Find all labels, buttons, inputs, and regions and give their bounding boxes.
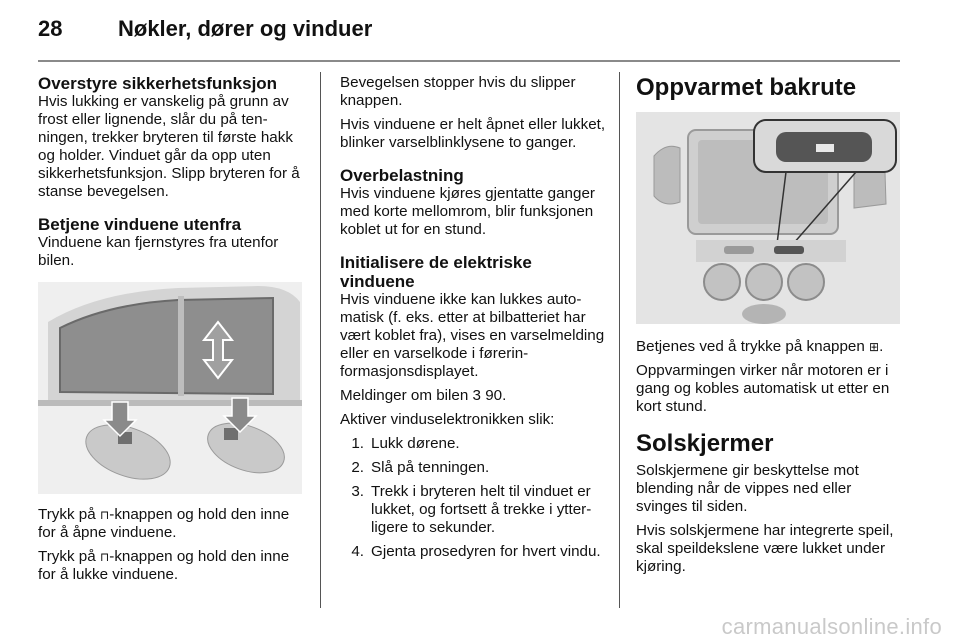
text-heat-auto: Oppvarmingen virker når motoren er i gang og kobles automatisk ut etter en kort stund. xyxy=(636,362,890,415)
heading-init: Initialisere de elektriske vinduene xyxy=(340,253,532,291)
list-item: 1. Lukk dørene. xyxy=(351,435,460,452)
header-rule xyxy=(38,60,900,62)
text-open-instruction: Trykk på ⊓-knappen og hold den inne for å åpne vinduene. xyxy=(38,506,290,541)
column-divider xyxy=(320,72,321,608)
list-item: 4. Gjenta prosedyren for hvert vindu. xyxy=(351,543,601,560)
text-heat-button: Betjenes ved å trykke på knappen ⊞. xyxy=(636,338,884,355)
watermark: carmanualsonline.info xyxy=(721,614,942,639)
unlock-icon: ⊓ xyxy=(99,508,110,522)
text-close-instruction: Trykk på ⊓-knappen og hold den inne for å lukke vinduene. xyxy=(38,548,290,583)
page-number: 28 xyxy=(38,16,63,41)
steps-list xyxy=(340,435,606,561)
column-divider xyxy=(619,72,620,608)
heading-sunvisors: Solskjermer xyxy=(636,430,774,457)
text-messages-ref: Meldinger om bilen 3 90. xyxy=(340,387,507,404)
heading-rear-heating: Oppvarmet bakrute xyxy=(636,74,857,101)
heading-override: Overstyre sikkerhetsfunksjon xyxy=(38,74,278,93)
list-item: 3. Trekk i bryteren helt til vinduet er lukket, og fortsett å trekke i ytterligere to sekunder. xyxy=(351,483,592,536)
text-sunvisors-1: Solskjermene gir beskyttelse mot blending når de vippes ned eller svinges til siden. xyxy=(636,462,859,515)
page-title: Nøkler, dører og vinduer xyxy=(118,16,373,41)
text-remote: Vinduene kan fjernstyres fra utenfor bilen. xyxy=(38,234,279,269)
rear-window-heater-icon: ⊞ xyxy=(869,340,880,354)
heading-remote: Betjene vinduene utenfra xyxy=(38,215,242,234)
window-remote-illustration xyxy=(38,282,302,494)
text-stop: Bevegelsen stopper hvis du slipper knappen. xyxy=(340,74,576,109)
text-override: Hvis lukking er vanskelig på grunn av frost eller lignende, slår du på tenningen, trekker bryteren til første hakk og holder. Vinduet går da opp uten sikkerhetsfunksjon. Slipp bryteren for å stanse bevegelsen. xyxy=(38,93,300,200)
text-activate: Aktiver vinduselektronikken slik: xyxy=(340,411,555,428)
dashboard-illustration xyxy=(636,112,900,324)
text-overload: Hvis vinduene kjøres gjentatte ganger med korte mellomrom, blir funksjonen koblet ut for en stund. xyxy=(340,185,595,238)
page-header xyxy=(38,16,900,46)
column-middle xyxy=(340,74,606,567)
text-sunvisors-2: Hvis solskjermene har integrerte speil, skal speildekslene være lukket under kjøring. xyxy=(636,522,894,575)
column-right xyxy=(636,74,902,582)
text-init: Hvis vinduene ikke kan lukkes automatisk (f. eks. etter at bilbatteriet har vært koblet fra), vises en varselmelding eller en varselkode i førerinformasjonsdisplayet. xyxy=(340,291,605,380)
list-item: 2. Slå på tenningen. xyxy=(351,459,490,476)
text-blink: Hvis vinduene er helt åpnet eller lukket, blinker varselblinklysene to ganger. xyxy=(340,116,606,151)
lock-icon: ⊓ xyxy=(99,550,110,564)
column-left xyxy=(38,74,304,590)
page-reference[interactable]: 3 90. xyxy=(472,387,507,404)
heading-overload: Overbelastning xyxy=(340,166,464,185)
